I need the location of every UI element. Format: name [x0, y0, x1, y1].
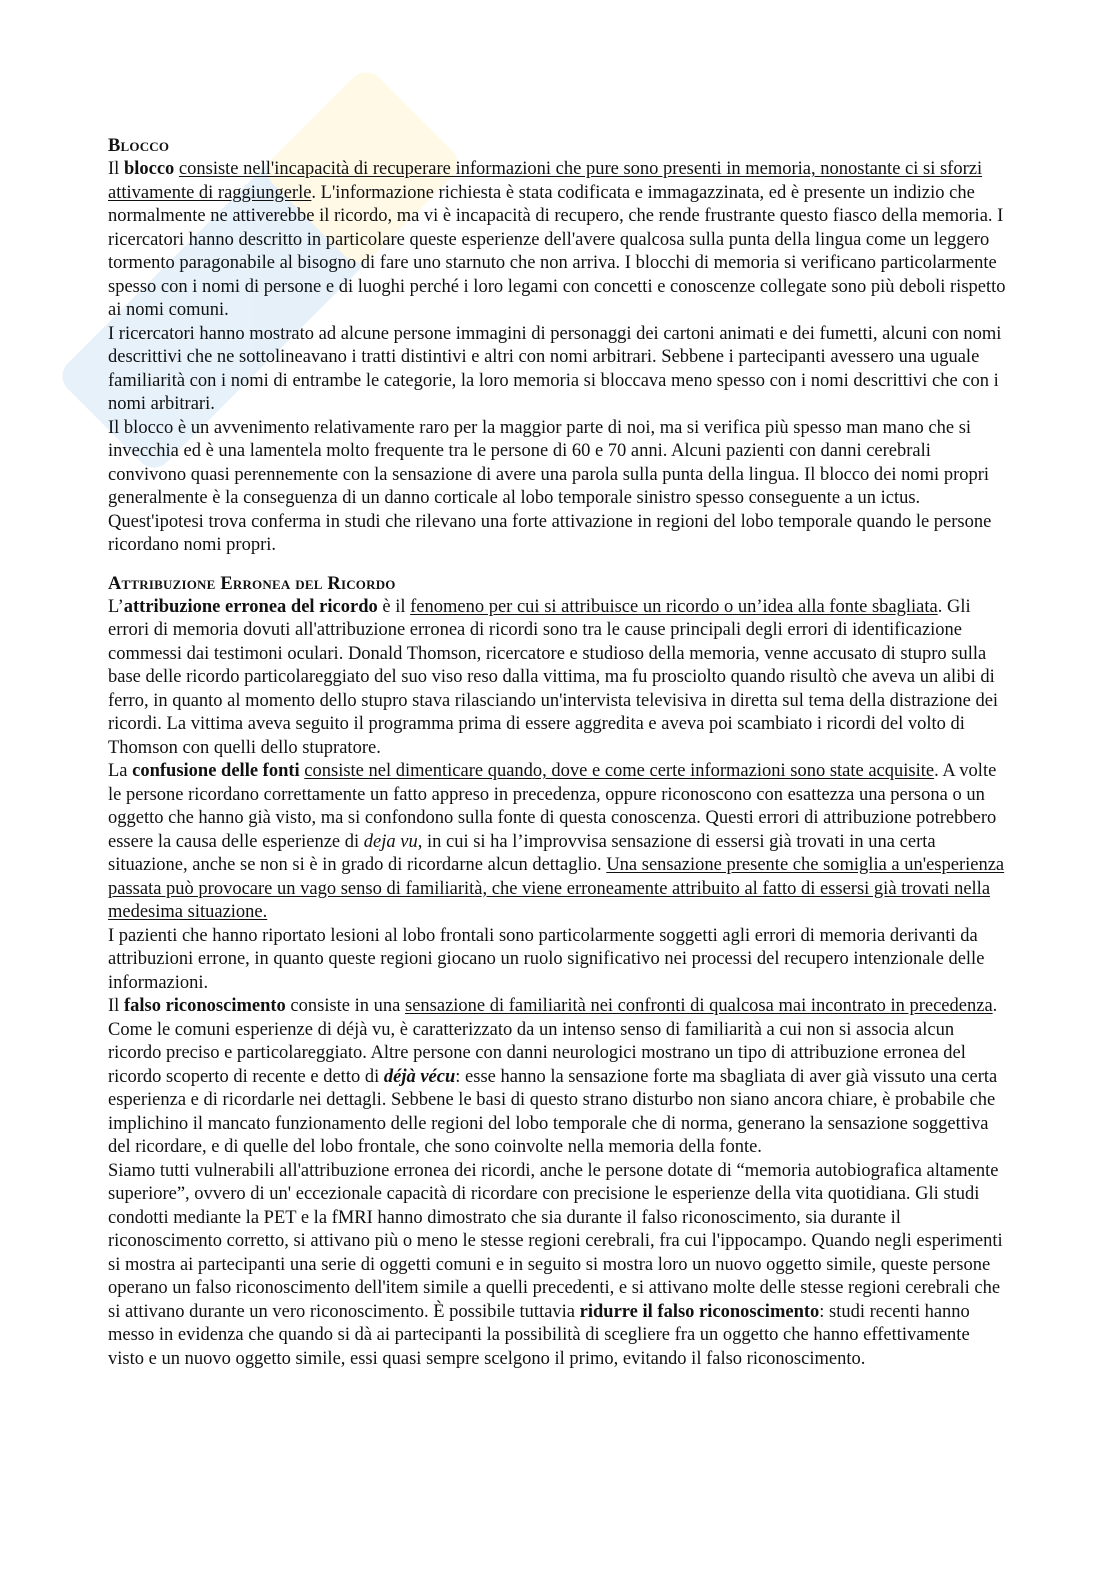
bold-term: blocco	[123, 159, 175, 179]
text-run: Il blocco è un avvenimento relativamente raro per la maggior parte di noi, ma si verifica più spesso man mano che si invecchia ed è una lamentela molto frequente tra le persone di 60 e 70 anni. Alcuni pazienti con danni cerebrali convivono quasi perennemente con la sensazione di avere una parola sulla punta della lingua. Il blocco dei nomi propri generalmente è la conseguenza di un danno corticale al lobo temporale sinistro spesso conseguente a un ictus. Quest'ipotesi trova conferma in studi che rilevano una forte attivazione in regioni del lobo temporale quando le persone ricordano nomi propri.	[108, 417, 992, 555]
document-page	[108, 134, 1008, 1371]
text-run: : esse hanno la sensazione forte ma sbagliata di aver già vissuto una certa esperienza e di ricordarle nei dettagli. Sebbene le basi di questo strano disturbo non siano ancora chiare, è probabile che implichino il mancato funzionamento delle regioni del lobo temporale che di norma, generano la sensazione soggettiva del ricordare, e di quelle del lobo frontale, che sono coinvolte nella memoria della fonte.	[108, 1066, 998, 1157]
text-run: consiste in una	[285, 996, 405, 1016]
section-heading-blocco: Blocco	[108, 136, 170, 156]
underlined-text: sensazione di familiarità nei confronti di qualcosa mai incontrato in precedenza	[405, 996, 993, 1016]
text-run: La	[108, 761, 133, 781]
text-run: Siamo tutti vulnerabili all'attribuzione erronea dei ricordi, anche le persone dotate di “memoria autobiografica altamente superiore”, ovvero di un' eccezionale capacità di ricordare con precisione le esperienze della vita quotidiana. Gli studi condotti mediante la PET e la fMRI hanno dimostrato che sia durante il falso riconoscimento, sia durante il riconoscimento corretto, si attivano più o meno le stesse regioni cerebrali, fra cui l'ippocampo. Quando negli esperimenti si mostra ai partecipanti una serie di oggetti comuni e in seguito si mostra loro un nuovo oggetto simile, queste persone operano un falso riconoscimento dell'item simile a quelli precedenti, e si attivano molte delle stesse regioni cerebrali che si attivano durante un vero riconoscimento. È possibile tuttavia	[108, 1160, 1003, 1322]
text-run: deja vu	[363, 831, 418, 852]
paragraph	[108, 1160, 1008, 1372]
underlined-text: consiste nel dimenticare quando, dove e come certe informazioni sono state acquisite	[304, 761, 935, 781]
underlined-text: fenomeno per cui si attribuisce un ricordo o un’idea alla fonte sbagliata	[410, 596, 938, 617]
bold-term: attribuzione erronea del ricordo	[123, 596, 378, 617]
section-heading-attribuzione-erronea: Attribuzione Erronea del Ricordo	[108, 573, 396, 594]
text-run: L’	[108, 596, 124, 617]
text-run: I ricercatori hanno mostrato ad alcune persone immagini di personaggi dei cartoni animati e dei fumetti, alcuni con nomi descrittivi che ne sottolineavano i tratti distintivi e altri con nomi arbitrari. Sebbene i partecipanti avessero una uguale familiarità con i nomi di entrambe le categorie, la loro memoria si bloccava meno spesso con i nomi descrittivi che con i nomi arbitrari.	[108, 323, 1002, 414]
text-run: . Gli errori di memoria dovuti all'attribuzione erronea di ricordi sono tra le cause principali degli errori di identificazione commessi dai testimoni oculari. Donald Thomson, ricercatore e studioso della memoria, venne accusato di stupro sulla base delle ricordo particolareggiato del suo viso reso dalla vittima, ma fu prosciolto quando risultò che aveva un alibi di ferro, in quanto al momento dello stupro stava rilasciando un'intervista televisiva in diretta sul tema della distrazione dei ricordi. La vittima aveva seguito il programma prima di essere aggredita e aveva poi scambiato i ricordi del volto di Thomson con quelli dello stupratore.	[108, 596, 999, 758]
text-run: . A volte le persone ricordano correttamente un fatto appreso in precedenza, oppure riconoscono con esattezza una persona o un oggetto che hanno già visto, ma si confondono sulla fonte di questa conoscenza. Questi errori di attribuzione potrebbero essere la causa delle esperienze di	[108, 761, 997, 852]
text-run: : studi recenti hanno messo in evidenza che quando si dà ai partecipanti la possibilità di scegliere fra un oggetto che hanno effettivamente visto e un nuovo oggetto simile, essi quasi sempre scelgono il primo, evitando il falso riconoscimento.	[108, 1301, 970, 1369]
paragraph	[108, 323, 1008, 417]
text-run: . Come le comuni esperienze di déjà vu, è caratterizzato da un intenso senso di familiarità a cui non si associa alcun ricordo preciso e particolareggiato. Altre persone con danni neurologici mostrano un tipo di attribuzione erronea del ricordo scoperto di recente e detto di	[108, 996, 998, 1087]
underlined-text: consiste nell'incapacità di recuperare informazioni che pure sono presenti in memoria, nonostante ci si sforzi attivamente di raggiungerle	[108, 159, 983, 203]
paragraph	[108, 596, 1008, 761]
paragraph	[108, 417, 1008, 558]
section-body-attribuzione-erronea	[108, 596, 1008, 1372]
paragraph	[108, 158, 1008, 323]
text-run: . L'informazione richiesta è stata codificata e immagazzinata, ed è presente un indizio che normalmente ne attiverebbe il ricordo, ma vi è incapacità di recupero, che rende frustrante questo fiasco della memoria. I ricercatori hanno descritto in particolare queste esperienze dell'avere qualcosa sulla punta della lingua come un leggero tormento paragonabile al bisogno di fare uno starnuto che non arriva. I blocchi di memoria si verificano particolarmente spesso con i nomi di persone e di luoghi perché i loro legami con concetti e conoscenze collegate sono più deboli rispetto ai nomi comuni.	[108, 182, 1006, 320]
text-run: Il	[108, 159, 124, 179]
bold-term: falso riconoscimento	[123, 996, 286, 1016]
paragraph	[108, 760, 1008, 925]
paragraph	[108, 925, 1008, 996]
text-run: , in cui si ha l’improvvisa sensazione di essersi già trovati in una certa situazione, anche se non si è in grado di ricordarne alcun dettaglio.	[108, 831, 936, 875]
text-run: I pazienti che hanno riportato lesioni al lobo frontali sono particolarmente soggetti agli errori di memoria derivanti da attribuzioni errone, in quanto queste regioni giocano un ruolo significativo nei processi del recupero intenzionale delle informazioni.	[108, 925, 985, 993]
paragraph	[108, 995, 1008, 1160]
section-body-blocco	[108, 158, 1008, 558]
bold-term: ridurre il falso riconoscimento	[579, 1301, 820, 1322]
bold-term: confusione delle fonti	[132, 761, 300, 781]
underlined-text: Una sensazione presente che somiglia a un'esperienza passata può provocare un vago senso di familiarità, che viene erroneamente attribuito al fatto di essersi già trovati nella medesima situazione.	[108, 855, 1005, 922]
text-run: è il	[377, 596, 411, 617]
text-run: Il	[108, 996, 124, 1016]
bold-term: déjà vécu	[383, 1066, 456, 1087]
